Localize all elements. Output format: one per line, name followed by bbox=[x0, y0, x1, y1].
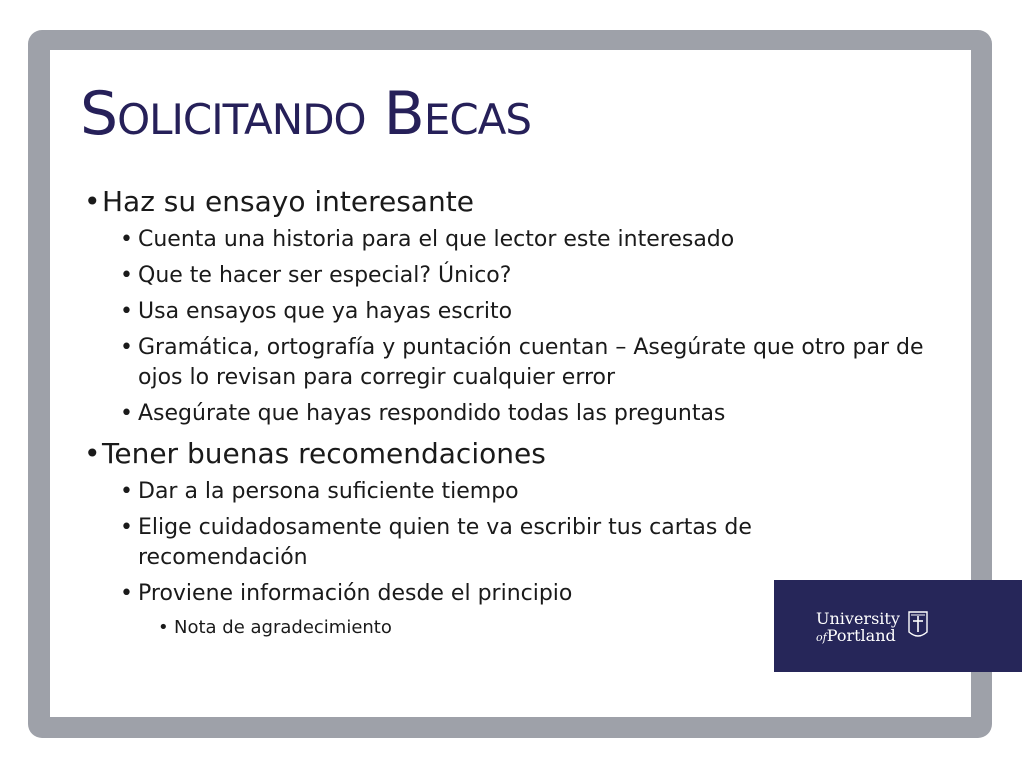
slide-title: Solicitando Becas bbox=[80, 79, 532, 149]
list-item bbox=[120, 261, 944, 291]
section-heading-recommendations bbox=[84, 435, 944, 473]
list-item bbox=[120, 333, 938, 393]
bullet-list bbox=[84, 183, 944, 641]
university-seal-icon bbox=[908, 610, 928, 642]
list-item-text: Gramática, ortografía y puntación cuentan – Asegúrate que otro par de ojos lo revisan para corregir cualquier error bbox=[138, 335, 924, 390]
list-item-text: Cuenta una historia para el que lector este interesado bbox=[138, 227, 735, 252]
list-item bbox=[120, 513, 798, 573]
list-item-text: Que te hacer ser especial? Único? bbox=[138, 263, 512, 288]
logo-line-portland bbox=[816, 627, 900, 646]
bullet-icon: • bbox=[120, 401, 133, 426]
list-item bbox=[120, 297, 944, 327]
logo-of: of bbox=[816, 631, 827, 644]
list-item bbox=[120, 477, 944, 507]
bullet-icon: • bbox=[120, 263, 133, 288]
list-item-text: Nota de agradecimiento bbox=[174, 617, 392, 638]
logo-line-university: University bbox=[816, 609, 900, 628]
bullet-icon: • bbox=[120, 515, 133, 540]
slide-content bbox=[84, 183, 944, 641]
list-item-text: Usa ensayos que ya hayas escrito bbox=[138, 299, 513, 324]
essay-items bbox=[120, 225, 944, 429]
bullet-icon: • bbox=[120, 299, 133, 324]
bullet-icon: • bbox=[84, 185, 101, 218]
section-heading-essay bbox=[84, 183, 944, 221]
university-logo bbox=[774, 580, 1022, 672]
list-item-text: Dar a la persona suficiente tiempo bbox=[138, 479, 519, 504]
logo-portland: Portland bbox=[826, 626, 896, 645]
list-item-text: Elige cuidadosamente quien te va escribir tus cartas de recomendación bbox=[138, 515, 752, 570]
list-item-text: Asegúrate que hayas respondido todas las preguntas bbox=[138, 401, 726, 426]
bullet-icon: • bbox=[84, 437, 101, 470]
list-item bbox=[120, 399, 944, 429]
bullet-icon: • bbox=[120, 335, 133, 360]
list-item-text: Proviene información desde el principio bbox=[138, 581, 573, 606]
section-heading-text: Tener buenas recomendaciones bbox=[102, 437, 546, 470]
bullet-icon: • bbox=[120, 581, 133, 606]
section-heading-text: Haz su ensayo interesante bbox=[102, 185, 474, 218]
logo-wordmark bbox=[816, 610, 900, 646]
bullet-icon: • bbox=[158, 617, 169, 638]
bullet-icon: • bbox=[120, 479, 133, 504]
bullet-icon: • bbox=[120, 227, 133, 252]
list-item bbox=[120, 225, 944, 255]
